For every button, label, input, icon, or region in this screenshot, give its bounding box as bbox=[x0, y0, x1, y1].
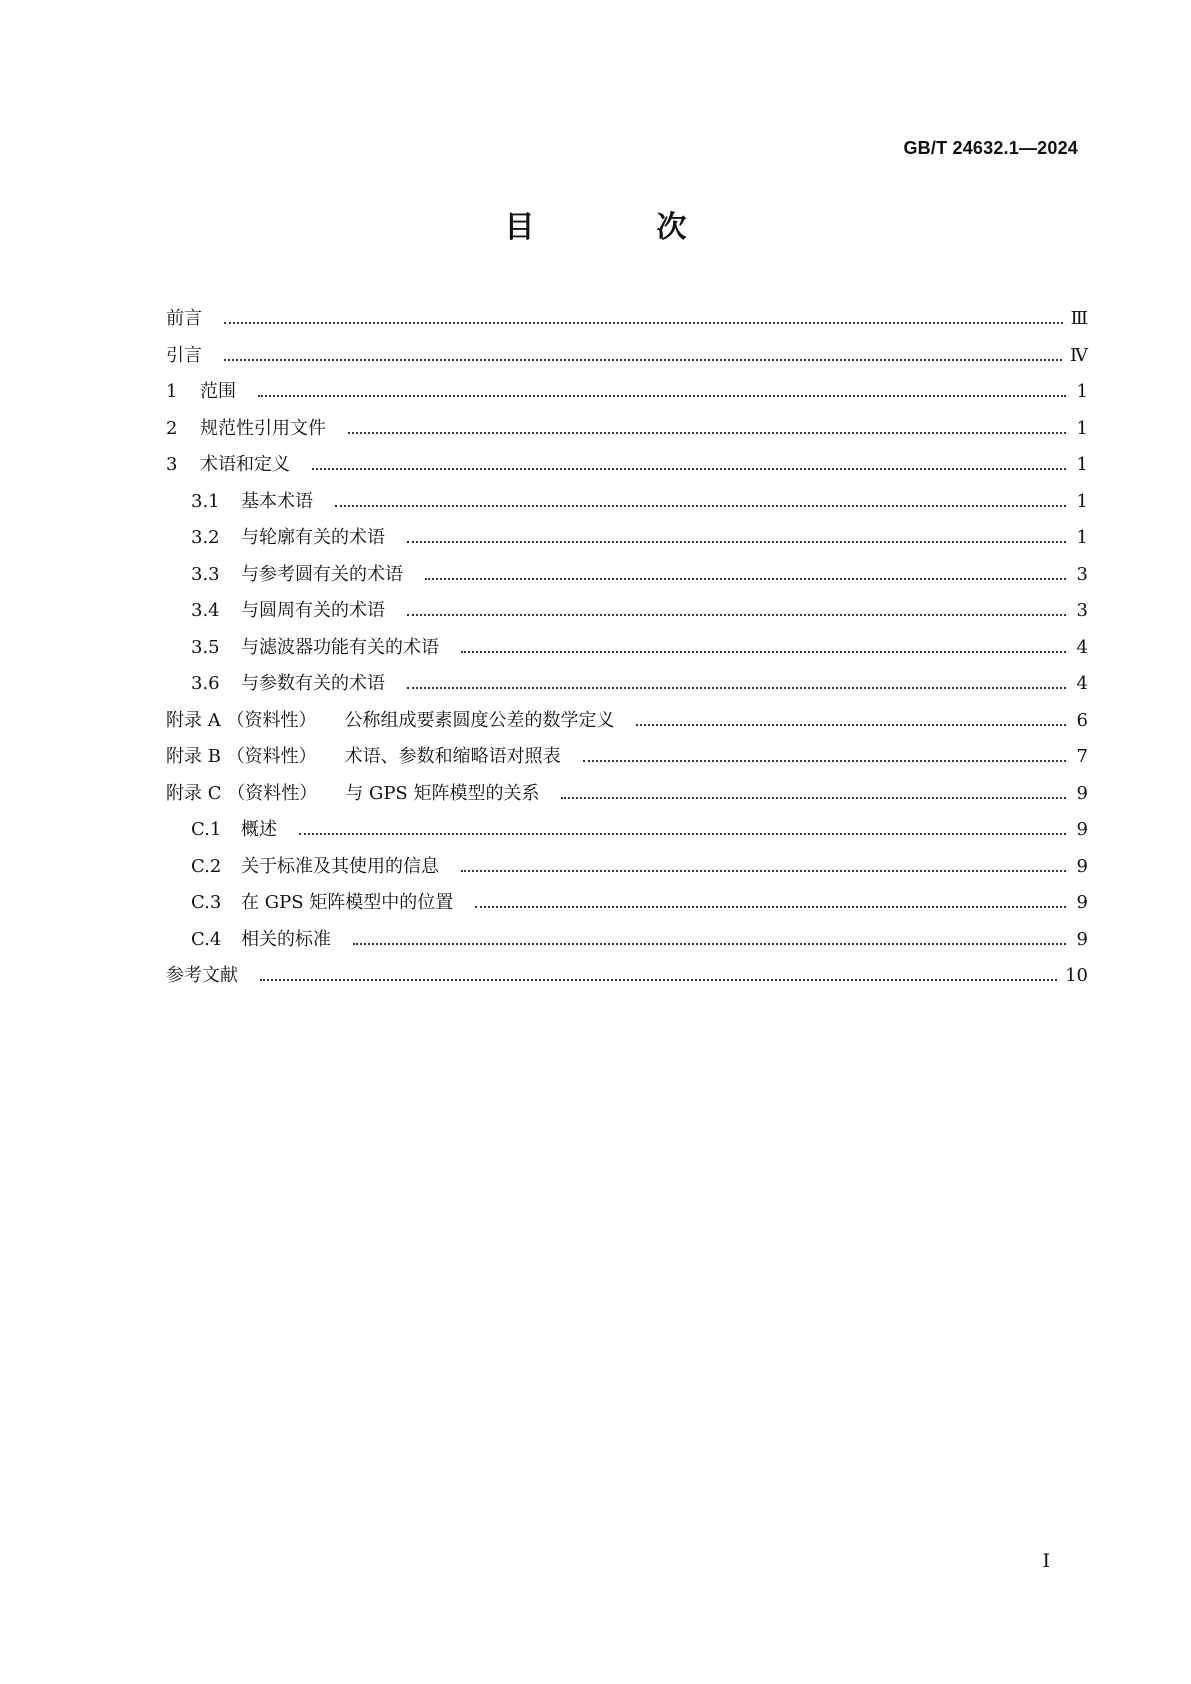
toc-leader-dots bbox=[353, 943, 1066, 945]
toc-entry-label: 在 GPS 矩阵模型中的位置 bbox=[241, 892, 454, 913]
toc-entry[interactable] bbox=[166, 742, 1088, 779]
toc-entry-label: 范围 bbox=[200, 381, 236, 402]
toc-entry-number: 1 bbox=[166, 381, 178, 402]
toc-entry[interactable] bbox=[166, 596, 1088, 633]
toc-entry-number: C.1 bbox=[191, 819, 222, 840]
toc-leader-dots bbox=[258, 395, 1066, 397]
toc-entry-label: 参考文献 bbox=[166, 965, 238, 986]
toc-leader-dots bbox=[260, 979, 1057, 981]
toc-entry[interactable] bbox=[166, 523, 1088, 560]
toc-entry-page: 1 bbox=[1076, 454, 1088, 475]
toc-leader-dots bbox=[224, 359, 1062, 361]
toc-entry-label: 术语和定义 bbox=[200, 454, 290, 475]
toc-leader-dots bbox=[461, 651, 1066, 653]
toc-entry-page: 9 bbox=[1076, 892, 1088, 913]
toc-leader-dots bbox=[583, 760, 1066, 762]
toc-entry[interactable] bbox=[166, 377, 1088, 414]
toc-entry-number: C.3 bbox=[191, 892, 222, 913]
toc-leader-dots bbox=[224, 322, 1063, 324]
toc-entry-page: 1 bbox=[1076, 417, 1088, 439]
toc-leader-dots bbox=[299, 833, 1066, 835]
toc-entry[interactable] bbox=[166, 779, 1088, 816]
toc-entry[interactable] bbox=[166, 633, 1088, 670]
toc-entry-page: 1 bbox=[1076, 490, 1088, 512]
toc-entry-label: 基本术语 bbox=[241, 490, 313, 512]
toc-entry-number: 3 bbox=[166, 454, 178, 475]
toc-entry-label: 引言 bbox=[166, 344, 202, 366]
toc-leader-dots bbox=[348, 432, 1066, 434]
toc-entry-label: 相关的标准 bbox=[241, 928, 331, 950]
toc-entry-label: 前言 bbox=[166, 308, 202, 329]
toc-entry-page: 1 bbox=[1076, 527, 1088, 548]
toc-entry-label: 关于标准及其使用的信息 bbox=[241, 855, 439, 877]
toc-entry-label: 术语、参数和缩略语对照表 bbox=[344, 746, 561, 767]
toc-entry-label: 公称组成要素圆度公差的数学定义 bbox=[344, 709, 615, 731]
toc-entry-number: 3.6 bbox=[191, 673, 220, 694]
toc-entry[interactable] bbox=[166, 925, 1088, 962]
toc-entry-page: 9 bbox=[1076, 928, 1088, 950]
toc-entry-page: Ⅲ bbox=[1070, 308, 1088, 329]
toc-entry[interactable] bbox=[166, 852, 1088, 889]
toc-entry[interactable] bbox=[166, 888, 1088, 925]
toc-entry-page: 9 bbox=[1076, 819, 1088, 840]
toc-entry-page: 9 bbox=[1076, 855, 1088, 877]
toc-entry[interactable] bbox=[166, 669, 1088, 706]
toc-entry[interactable] bbox=[166, 487, 1088, 524]
toc-leader-dots bbox=[425, 578, 1066, 580]
toc-entry-page: 1 bbox=[1076, 381, 1088, 402]
toc-entry-number: 3.1 bbox=[191, 490, 220, 512]
standard-number: GB/T 24632.1—2024 bbox=[903, 138, 1078, 158]
toc-entry-page: 3 bbox=[1076, 563, 1088, 585]
toc-entry-number: 3.5 bbox=[191, 636, 220, 658]
toc-entry-number: C.4 bbox=[191, 928, 222, 950]
toc-entry-label: 与轮廓有关的术语 bbox=[241, 527, 385, 548]
toc-leader-dots bbox=[561, 797, 1066, 799]
page-title: 目 次 bbox=[504, 210, 733, 245]
toc-entry-number: 附录 A （资料性） bbox=[166, 709, 317, 731]
toc-entry[interactable] bbox=[166, 341, 1088, 378]
toc-entry-page: 3 bbox=[1076, 600, 1088, 621]
toc-entry-page: 4 bbox=[1076, 673, 1088, 694]
toc-entry-page: 7 bbox=[1076, 746, 1088, 767]
toc-entry-number: 2 bbox=[166, 417, 178, 439]
table-of-contents bbox=[166, 304, 1088, 998]
toc-entry-page: 10 bbox=[1065, 965, 1088, 986]
toc-entry-number: 3.2 bbox=[191, 527, 220, 548]
toc-entry-label: 规范性引用文件 bbox=[200, 417, 326, 439]
toc-entry-page: 6 bbox=[1076, 709, 1088, 731]
toc-leader-dots bbox=[461, 870, 1066, 872]
toc-leader-dots bbox=[475, 906, 1066, 908]
toc-entry-page: 4 bbox=[1076, 636, 1088, 658]
toc-leader-dots bbox=[312, 468, 1066, 470]
toc-entry[interactable] bbox=[166, 560, 1088, 597]
toc-leader-dots bbox=[335, 505, 1066, 507]
toc-entry[interactable] bbox=[166, 414, 1088, 451]
toc-entry-label: 概述 bbox=[241, 819, 277, 840]
toc-entry[interactable] bbox=[166, 815, 1088, 852]
toc-entry-number: 附录 C （资料性） bbox=[166, 782, 318, 804]
toc-entry-page: Ⅳ bbox=[1070, 344, 1088, 366]
toc-leader-dots bbox=[407, 541, 1066, 543]
toc-entry[interactable] bbox=[166, 304, 1088, 341]
toc-entry-label: 与参考圆有关的术语 bbox=[241, 563, 403, 585]
toc-entry-label: 与参数有关的术语 bbox=[241, 673, 385, 694]
page-number: Ⅰ bbox=[1042, 1550, 1050, 1572]
toc-leader-dots bbox=[636, 724, 1066, 726]
toc-entry[interactable] bbox=[166, 961, 1088, 998]
toc-entry-number: 3.3 bbox=[191, 563, 220, 585]
toc-entry-label: 与圆周有关的术语 bbox=[241, 600, 385, 621]
toc-entry-label: 与滤波器功能有关的术语 bbox=[241, 636, 439, 658]
toc-entry[interactable] bbox=[166, 450, 1088, 487]
toc-entry-number: 3.4 bbox=[191, 600, 220, 621]
toc-leader-dots bbox=[407, 687, 1066, 689]
toc-entry-number: 附录 B （资料性） bbox=[166, 746, 317, 767]
toc-leader-dots bbox=[407, 614, 1066, 616]
toc-entry[interactable] bbox=[166, 706, 1088, 743]
toc-entry-label: 与 GPS 矩阵模型的关系 bbox=[345, 782, 540, 804]
toc-entry-number: C.2 bbox=[191, 855, 222, 877]
toc-entry-page: 9 bbox=[1076, 782, 1088, 804]
